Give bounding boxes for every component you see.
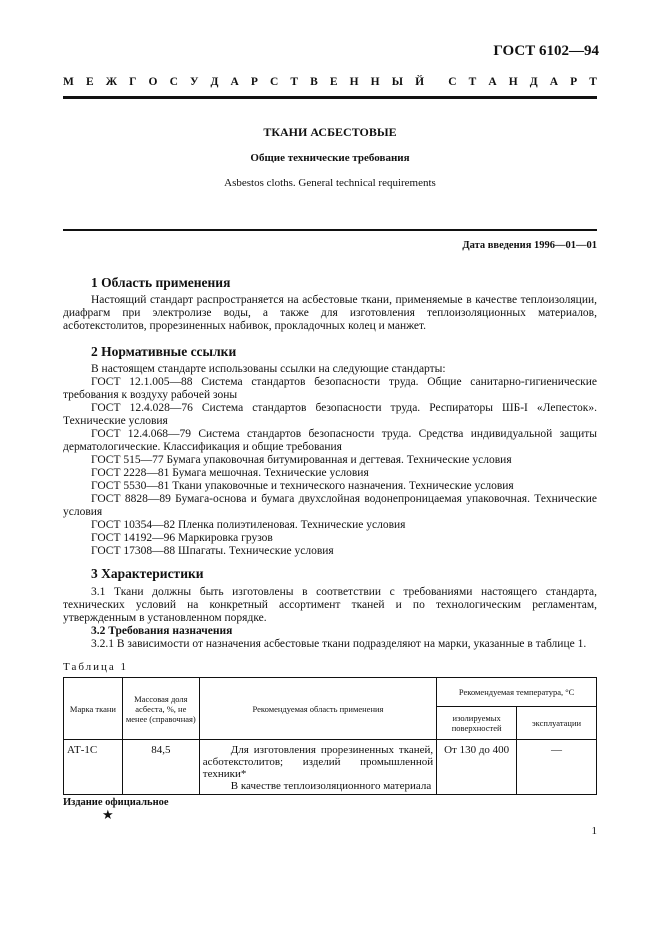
section3-paragraph: 3.1 Ткани должны быть изготовлены в соответствии с требованиями настоящего стандарта, технических условий на конкретный ассортимент тканей и по технологическим регламентам, утвержденным в установленном порядке. xyxy=(63,586,597,624)
doc-title: ТКАНИ АСБЕСТОВЫЕ xyxy=(263,125,397,139)
header-temperature: Рекомендуемая температура, °С xyxy=(437,678,597,707)
cell-insulated: От 130 до 400 xyxy=(437,740,517,795)
interstate-standard-banner xyxy=(63,76,597,88)
reference-line: ГОСТ 12.4.028—76 Система стандартов безопасности труда. Респираторы ШБ-I «Лепесток». Технические условия xyxy=(63,402,597,427)
reference-line: ГОСТ 8828—89 Бумага-основа и бумага двухслойная водонепроницаемая упаковочная. Технические условия xyxy=(63,493,597,518)
banner-letter: А xyxy=(230,76,239,88)
banner-letter: Р xyxy=(570,76,578,88)
table-caption: Таблица 1 xyxy=(63,661,129,673)
banner-letter: Е xyxy=(329,76,338,88)
section3-subheading: 3.2 Требования назначения xyxy=(91,625,233,637)
gost-number: ГОСТ 6102—94 xyxy=(493,43,599,59)
doc-english-title: Asbestos cloths. General technical requirements xyxy=(224,177,436,189)
banner-letter: С xyxy=(448,76,457,88)
edition-label: Издание официальное xyxy=(63,797,169,808)
banner-letter: Г xyxy=(129,76,137,88)
section1-heading: 1 Область применения xyxy=(91,275,231,290)
reference-line: ГОСТ 12.1.005—88 Система стандартов безопасности труда. Общие санитарно-гигиенические требования к воздуху рабочей зоны xyxy=(63,376,597,401)
section2-text xyxy=(63,363,597,558)
cell-share: 84,5 xyxy=(122,740,199,795)
section3-paragraph-2: 3.2.1 В зависимости от назначения асбестовые ткани подразделяют на марки, указанные в таблице 1. xyxy=(91,638,587,650)
banner-letter: С xyxy=(270,76,279,88)
cell-mark: АТ-1С xyxy=(64,740,123,795)
doc-subtitle: Общие технические требования xyxy=(250,152,410,164)
reference-line: ГОСТ 17308—88 Шпагаты. Технические условия xyxy=(91,545,334,557)
area-line: Для изготовления прорезиненных тканей, асботекстолитов; изделий промышленной техники* xyxy=(202,744,434,780)
header-mark: Марка ткани xyxy=(64,678,123,740)
table-row xyxy=(64,740,597,795)
cell-area xyxy=(199,740,436,795)
reference-line: ГОСТ 515—77 Бумага упаковочная битумированная и дегтевая. Технические условия xyxy=(91,454,512,466)
banner-letter: Т xyxy=(290,76,299,88)
banner-letter: Т xyxy=(589,76,597,88)
banner-letter: М xyxy=(63,76,74,88)
banner-letter: А xyxy=(549,76,559,88)
banner-letter: У xyxy=(189,76,199,88)
header-insulated-surfaces: изолируемых поверхностей xyxy=(437,707,517,740)
banner-letter: О xyxy=(148,76,158,88)
intro-date: Дата введения 1996—01—01 xyxy=(462,240,597,251)
banner-letter: В xyxy=(310,76,318,88)
section2-heading: 2 Нормативные ссылки xyxy=(91,344,237,359)
banner-letter: Д xyxy=(529,76,538,88)
reference-line: ГОСТ 12.4.068—79 Система стандартов безопасности труда. Средства индивидуальной защиты дерматологические. Классификация и общие требования xyxy=(63,428,597,453)
banner-letter: Т xyxy=(468,76,477,88)
banner-letter: Е xyxy=(85,76,94,88)
reference-line: ГОСТ 14192—96 Маркировка грузов xyxy=(91,532,273,544)
page-number: 1 xyxy=(591,825,597,837)
banner-letter: Н xyxy=(508,76,518,88)
section3-text xyxy=(63,586,597,651)
banner-letter: Н xyxy=(370,76,380,88)
section1-text xyxy=(63,294,597,333)
top-rule xyxy=(63,96,597,99)
banner-letter: Н xyxy=(349,76,359,88)
reference-line: ГОСТ 2228—81 Бумага мешочная. Технические условия xyxy=(91,467,369,479)
header-asbestos-share: Массовая доля асбеста, %, не менее (справочная) xyxy=(122,678,199,740)
header-application-area: Рекомендуемая область применения xyxy=(199,678,436,740)
banner-letter: Ы xyxy=(391,76,403,88)
section3-heading: 3 Характеристики xyxy=(91,566,204,581)
reference-line: ГОСТ 10354—82 Пленка полиэтиленовая. Технические условия xyxy=(91,519,406,531)
banner-letter: Ж xyxy=(105,76,118,88)
title-rule xyxy=(63,229,597,231)
banner-letter: Й xyxy=(415,76,425,88)
reference-line: В настоящем стандарте использованы ссылки на следующие стандарты: xyxy=(91,363,446,375)
reference-line: ГОСТ 5530—81 Ткани упаковочные и технического назначения. Технические условия xyxy=(91,480,514,492)
table-header-row xyxy=(64,678,597,707)
banner-letter: А xyxy=(488,76,497,88)
section1-paragraph: Настоящий стандарт распространяется на асбестовые ткани, применяемые в качестве теплоизоляции, диафрагм при электролизе воды, а также для изготовления теплоизоляционных материалов, асботекстолитов, прорезиненных набивок, прокладочных колец и манжет. xyxy=(63,294,597,332)
table-1 xyxy=(63,677,597,795)
area-line: В качестве теплоизоляционного материала xyxy=(230,780,432,792)
banner-letter: Д xyxy=(210,76,219,88)
banner-letter: С xyxy=(169,76,178,88)
banner-letter: Р xyxy=(250,76,258,88)
star-icon: ★ xyxy=(102,807,114,822)
header-operation: эксплуатации xyxy=(517,707,597,740)
cell-operation: — xyxy=(517,740,597,795)
